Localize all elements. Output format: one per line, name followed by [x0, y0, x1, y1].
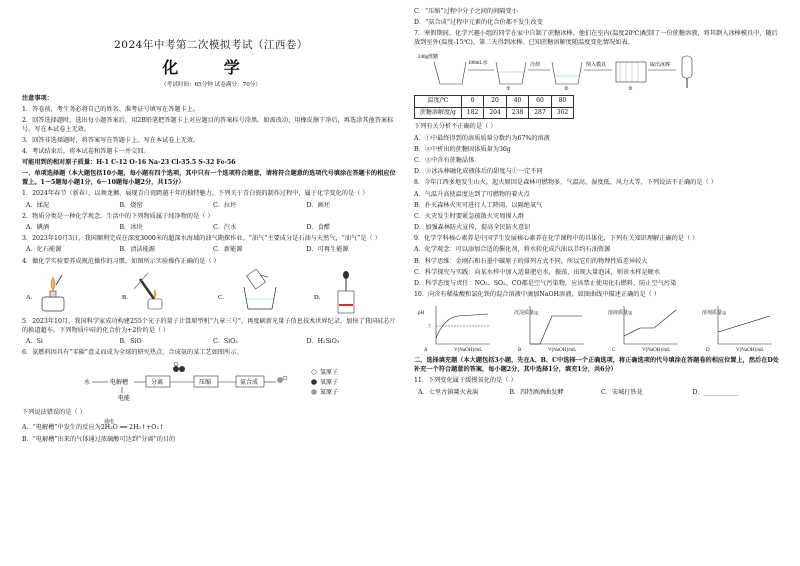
- nitrogen-legend-icon: [311, 389, 317, 395]
- table-header: 蔗糖溶解度/g: [415, 107, 462, 119]
- q2-options: [22, 224, 400, 233]
- option: D．可再生能源: [306, 246, 349, 254]
- option: D．③冰冻棒融化成液体后的甜度与①一定不同: [414, 168, 543, 176]
- fig-label-water: 100mL水: [468, 61, 488, 67]
- option: B．②中析出的蔗糖固体质量为36g: [414, 145, 511, 153]
- q7-sub: 下列有关分析不正确的是（ ）: [414, 123, 497, 131]
- graph-b-xlabel: V(NaOH)/mL: [548, 348, 577, 354]
- exam-time-info: （考试时间：65分钟 试卷满分：70分）: [161, 81, 261, 88]
- graph-c-letter: C: [612, 348, 616, 354]
- q3-options: [22, 246, 400, 255]
- table-cell: 60: [529, 96, 551, 108]
- hydrogen-legend-icon: [312, 370, 316, 374]
- section-2-heading: 二、选择填充题（本大题包括3小题，先在A、B、C中选择一个正确选项，将正确选项的代号填涂在答题卷的相应位置上，然后在D处补充一个符合题意的答案，每小题2分，其中选择1分，填充1分，共6分）: [414, 357, 779, 374]
- graph-d-letter: D: [706, 348, 710, 354]
- dropper-icon: [338, 271, 354, 313]
- graph-d: [702, 306, 772, 353]
- option: C．汽水: [213, 224, 237, 232]
- option: C．火灾发生时要紧急疏散火灾周围人群: [414, 212, 524, 220]
- flow-power-label: 电能: [118, 396, 131, 403]
- graph-a-ytick: 7: [428, 325, 431, 331]
- q10-graphs: [414, 302, 784, 354]
- option: A．Si: [26, 337, 43, 345]
- q6-stem: 6．氨燃料因具有“零碳”意义而成为全球的研究热点。合成氨的某工艺如图所示。: [22, 348, 243, 356]
- option: A．化学观念：可以添加合适的催化剂，将水转化成汽油以节约石油资源: [414, 246, 611, 254]
- graph-a-xlabel: V(NaOH)/mL: [454, 348, 483, 354]
- option: A．碘酒: [26, 224, 50, 232]
- table-cell: 287: [529, 107, 551, 119]
- q9-stem: 9．化学学科核心素养是中国学生发展核心素养在化学课程中的具体化，下列有关知识理解正确的是（ ）: [414, 235, 699, 243]
- option: D．食醋: [306, 224, 331, 232]
- q6-sub: 下列说法错误的是（ ）: [22, 409, 86, 417]
- q6-option-b: B．“电解槽”出来的气体通过浓硫酸可达到“分离”的目的: [22, 435, 176, 443]
- subject-title: 化 学: [162, 57, 260, 77]
- option: C．③中含有蔗糖晶体: [414, 156, 475, 164]
- table-cell: 238: [506, 107, 528, 119]
- option: B．科学思维：金刚石和石墨中碳原子的排列方式不同，所以它们的物理性质差异较大: [414, 257, 648, 265]
- option: B．烧窑: [119, 201, 143, 209]
- q4-label-b: B.: [122, 293, 128, 301]
- graph-d-xlabel: V(NaOH)/mL: [736, 348, 765, 354]
- flow-synthesis-label: 氨合成: [240, 380, 259, 387]
- notes-heading: 注意事项：: [22, 94, 53, 102]
- graph-a: [418, 306, 490, 353]
- fig-label-take: 取出冰棒: [650, 63, 671, 69]
- pouring-beaker-icon: [244, 269, 276, 309]
- flow-water-label: 水: [84, 380, 91, 387]
- graph-c-xlabel: V(NaOH)/mL: [642, 348, 671, 354]
- q11-stem: 11．下列变化属于缓慢氧化的是（ ）: [414, 377, 517, 385]
- q6-option-a: A．“电解槽”中发生的反应为2H₂O ══ 2H₂↑+O₂↑: [22, 424, 165, 432]
- note-item: 4．考试结束后，将本试卷和答题卡一并交回。: [22, 148, 150, 156]
- table-cell: 80: [551, 96, 573, 108]
- solubility-table: [414, 95, 574, 119]
- option: B．四特酒酒曲发酵: [509, 388, 564, 396]
- option: A．气温升高使温度达到了可燃物的着火点: [414, 190, 530, 198]
- fig-label-cool: 冷却: [530, 63, 541, 69]
- option: C．SiO₂: [213, 337, 238, 345]
- svg-text:①: ①: [506, 87, 511, 93]
- graph-c-ylabel: 溶液质量/g: [608, 311, 632, 317]
- graph-b: [514, 306, 584, 353]
- option: C．新能源: [213, 246, 243, 254]
- legend-hydrogen: 氢原子: [320, 370, 339, 377]
- q11-options: [414, 389, 784, 398]
- graph-d-ylabel: 溶剂质量/g: [702, 311, 726, 317]
- graph-a-letter: A: [424, 348, 428, 354]
- right-column: [414, 8, 784, 400]
- flow-compress-label: 压缩: [199, 380, 212, 387]
- option: B．SiO: [119, 337, 142, 345]
- fig-label-pour: 倒入模具: [586, 63, 607, 69]
- option: D．画坯: [306, 201, 331, 209]
- graph-c: [608, 306, 678, 353]
- fig-label-sugar: 240g蔗糖: [418, 55, 439, 61]
- q1-stem: 1．2024年春节（新春），以舞龙狮、展现青白瓷跨越千年的独特魅力，下列关于青白瓷的制作过程中，属于化学变化的是（ ）: [22, 190, 369, 198]
- oxygen-legend-icon: [311, 379, 317, 385]
- option: A．①中最终得到的溶质质量分数约为67%的溶液: [414, 134, 550, 142]
- q4-stem: 4．做化学实验要养成规范操作的习惯，如图所示实验操作正确的是（ ）: [22, 257, 220, 265]
- q6-option-a-wrap: [22, 420, 400, 433]
- heating-test-tube-icon: [134, 273, 162, 309]
- option: A．七里古镇篝火表演: [418, 388, 479, 396]
- option: B．扑灭森林火灾可进行人工降雨，以隔绝氧气: [414, 201, 543, 209]
- q7-process-figure: [414, 50, 784, 92]
- mold-icon: [616, 62, 646, 82]
- option: C．拉坯: [213, 201, 237, 209]
- option: B．清洁能源: [119, 246, 155, 254]
- option: D．H₂SiO₃: [306, 337, 340, 345]
- q4-label-d: D.: [314, 293, 321, 301]
- section-1-heading: 一、单项选择题（本大题包括10小题，每小题有四个选项，其中只有一个选项符合题意，请将符合题意的选项代号填涂在答题卡的相应位置上。1～5题每小题1分，6～10题每小题2分，共15分）: [22, 170, 396, 187]
- option: C．科学探究与实践：向某水样中加入适量肥皂水，振荡，出现大量泡沫，则该水样是硬水: [414, 268, 661, 276]
- exam-title: 2024年中考第二次模拟考试（江西卷）: [114, 39, 308, 51]
- q2-stem: 2．物质分类是一种化学观念。生活中的下列物质属于纯净物的是（ ）: [22, 212, 214, 220]
- answer-blank[interactable]: D．___________: [692, 388, 738, 396]
- q4-lab-figures: [22, 269, 400, 315]
- graph-b-ylabel: 沉淀质量/g: [514, 311, 538, 317]
- q1-options: [22, 202, 400, 211]
- q7-stem: 7．寒假期间，化学兴趣小组的同学在家中自制了蔗糖冰棒。他们在室内(温度20℃)配制了一份蔗糖溶液，将其倒入冰棒模具中，随后放到室外(温度-15℃)，第二天得到冰棒。已知蔗糖溶解度随温度变化情况如表。: [414, 30, 778, 47]
- legend-oxygen: 氧原子: [320, 380, 339, 387]
- graph-a-ylabel: pH: [418, 311, 425, 317]
- beaker-icon: [496, 62, 526, 84]
- q4-label-c: C.: [218, 293, 224, 301]
- table-cell: 204: [484, 107, 506, 119]
- q5-options: [22, 338, 400, 347]
- ice-pop-icon: [682, 56, 692, 78]
- q10-stem: 10．向含有稀盐酸和氯化铁的混合溶液中滴加NaOH溶液，如图曲线中描述正确的是（ ）: [414, 291, 660, 299]
- atomic-masses: 可能用到的相对原子质量：H-1 C-12 O-16 Na-23 Cl-35.5 S-32 Fe-56: [22, 159, 236, 167]
- q4-label-a: A.: [26, 293, 33, 301]
- q5-stem: 5．2023年10月，我国科学家成功构建255个光子的量子计算原型机“九章三号”，再度刷新光量子信息技术世界纪录，加快了我国硅芯片的换道超车。下列物质中硅的化合价为+2价的是（ ）: [22, 317, 396, 334]
- left-column: [22, 0, 400, 447]
- option: A．化石能源: [26, 246, 62, 254]
- q6-option-c: C．“压缩”过程中分子之间的间隔变小: [414, 8, 518, 15]
- q3-stem: 3．2023年10月3日，我国顺利完成在深度3000米的超深水海域的油气勘探作业。“油气”主要成分是石油与天然气，“油气”是（ ）: [22, 235, 381, 243]
- table-header: 温度/℃: [415, 96, 462, 108]
- q6-reaction-condition: 通电: [104, 419, 115, 426]
- option: C．宋城打铁花: [601, 388, 643, 396]
- legend-nitrogen: 氮原子: [320, 390, 339, 397]
- table-cell: 182: [461, 107, 483, 119]
- note-item: 1．答卷前，考生务必将自己的姓名、准考证号填写在答题卡上。: [22, 105, 200, 113]
- graph-b-letter: B: [518, 348, 522, 354]
- beaker-icon: [552, 62, 582, 84]
- note-item: 2．回答选择题时，选出每小题答案后，用2B铅笔把答题卡上对应题目的答案标号涂黑。如需改动，用橡皮擦干净后，再选涂其他答案标号。写在本试卷上无效。: [22, 116, 394, 133]
- flow-separate-label: 分离: [151, 380, 164, 387]
- table-cell: 40: [506, 96, 528, 108]
- option: B．冰块: [119, 224, 143, 232]
- table-cell: 0: [461, 96, 483, 108]
- q8-stem: 8．今年江西多地发生山火，起火原因是森林可燃物多，气温高、湿度低、风力大等，下列说法不正确的是（ ）: [414, 179, 717, 187]
- table-cell: 362: [551, 107, 573, 119]
- beaker-icon: [434, 62, 466, 84]
- option: A．揉泥: [26, 201, 50, 209]
- svg-text:③: ③: [628, 87, 633, 93]
- alcohol-lamp-icon: [42, 275, 64, 311]
- q6-option-d: D．“氨合成”过程中元素的化合价都不发生改变: [414, 19, 543, 27]
- note-item: 3．回答非选择题时，将答案写在答题卡上。写在本试卷上无效。: [22, 136, 200, 144]
- option: D．加强森林防火宣传，提高全民防火意识: [414, 224, 531, 232]
- q6-flow-diagram: [22, 360, 400, 406]
- svg-text:②: ②: [564, 87, 569, 93]
- table-cell: 20: [484, 96, 506, 108]
- flow-electrolysis-label: 电解槽: [110, 380, 129, 387]
- option: D．科学态度与责任：NO₂、SO₂、CO都是空气污染物，应该禁止使用化石燃料，防止空气污染: [414, 280, 677, 288]
